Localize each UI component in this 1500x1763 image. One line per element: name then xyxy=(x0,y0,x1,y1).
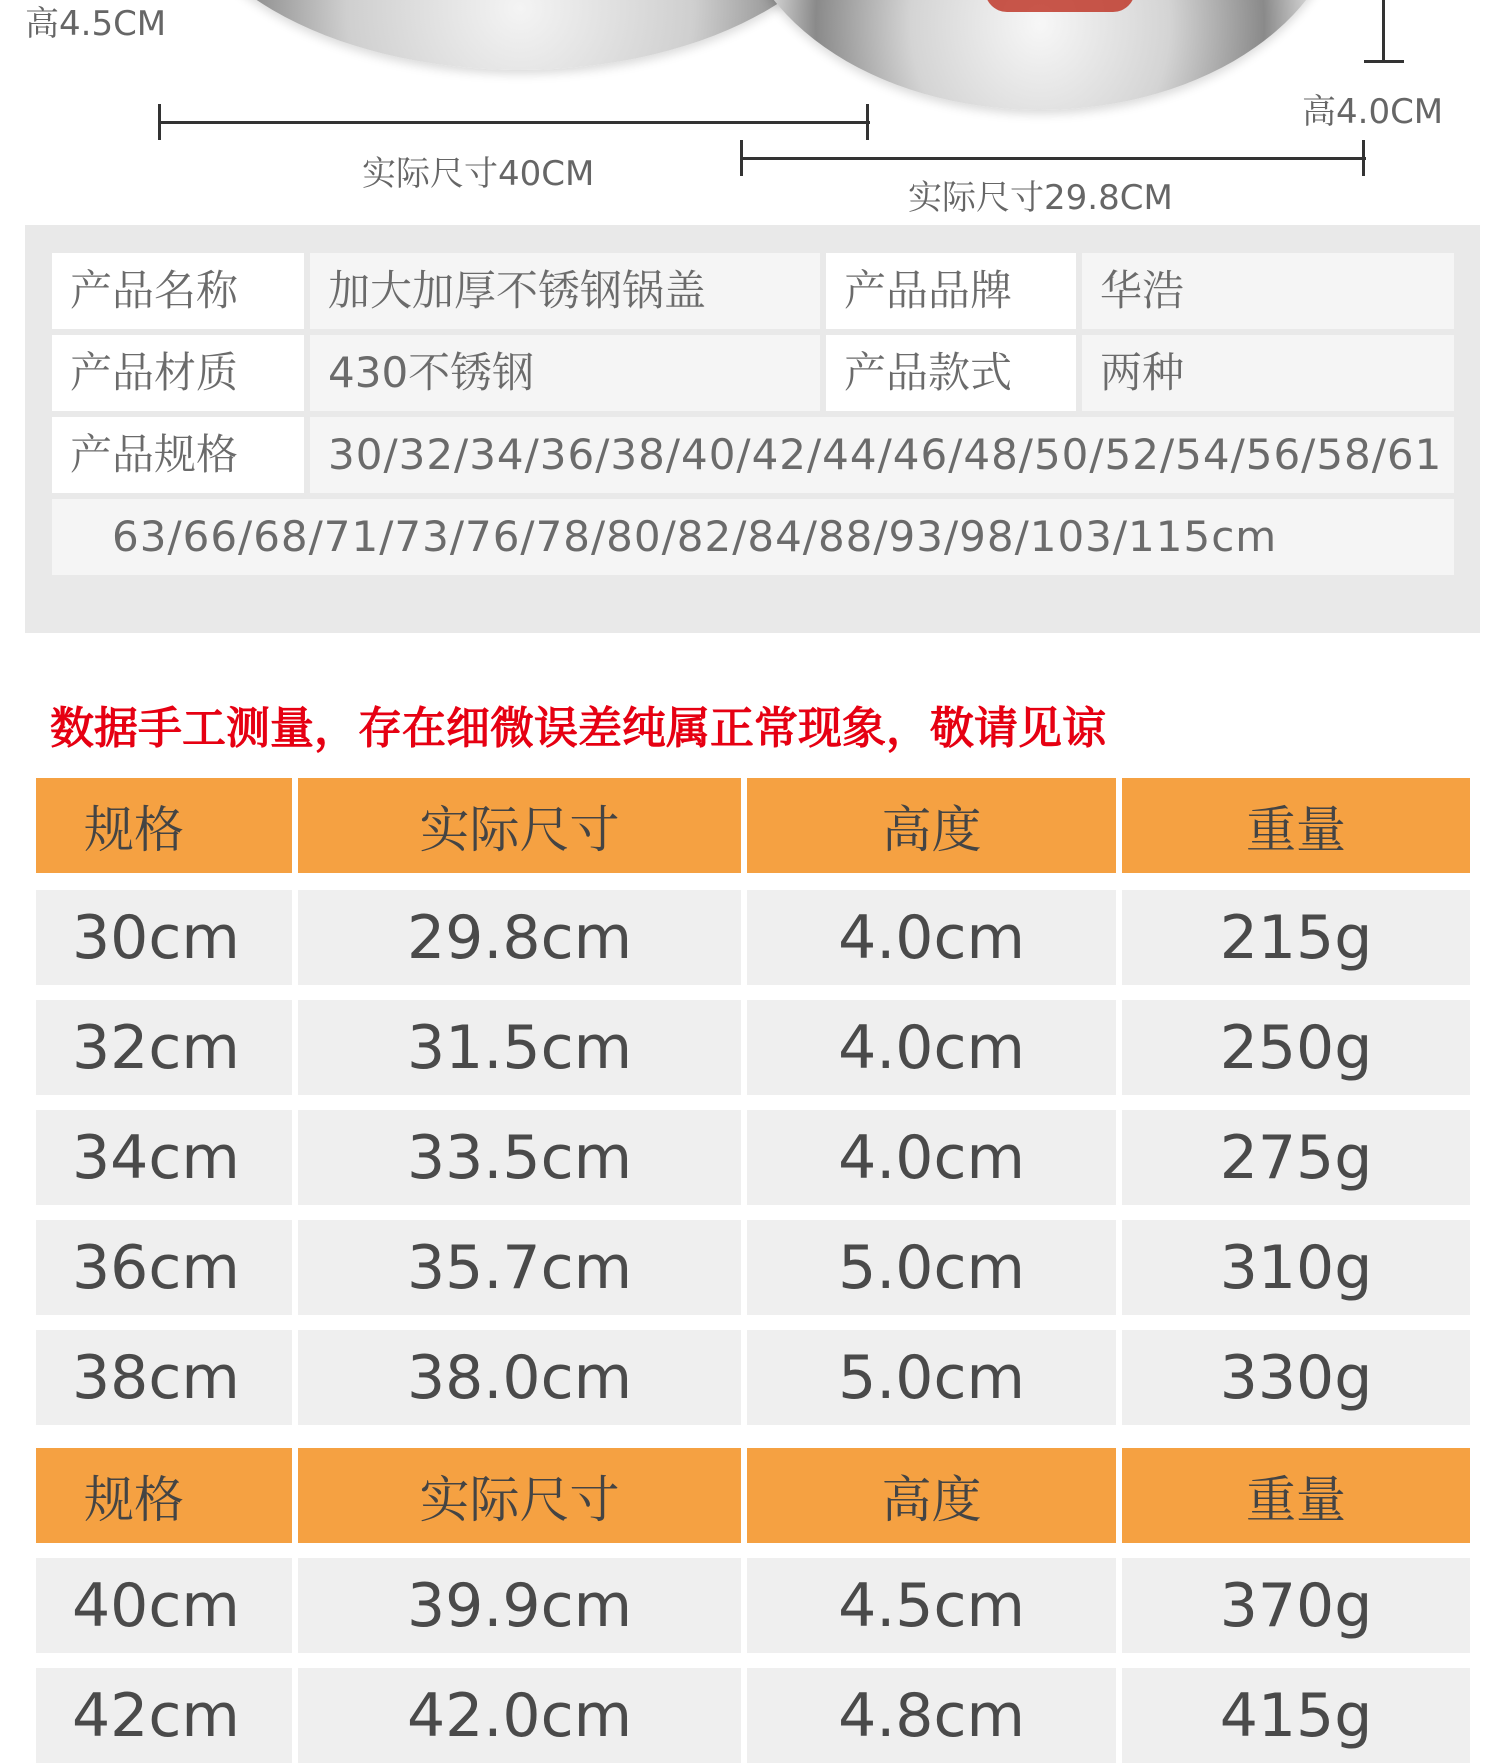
lid-image-small xyxy=(735,0,1345,110)
table-header-actual: 实际尺寸 xyxy=(298,1448,741,1543)
table-cell-actual: 35.7cm xyxy=(298,1220,741,1315)
table-cell-spec: 30cm xyxy=(36,890,292,985)
spec-size-value-line1: 30/32/34/36/38/40/42/44/46/48/50/52/54/56/58/61 xyxy=(310,417,1454,493)
table-header-actual: 实际尺寸 xyxy=(298,778,741,873)
product-photo xyxy=(0,0,1500,225)
table-cell-spec: 34cm xyxy=(36,1110,292,1205)
table-header-height: 高度 xyxy=(747,1448,1116,1543)
spec-name-label: 产品名称 xyxy=(52,253,304,329)
table-cell-height: 5.0cm xyxy=(747,1330,1116,1425)
spec-brand-label: 产品品牌 xyxy=(826,253,1076,329)
left-width-line xyxy=(160,121,870,124)
table-cell-spec: 38cm xyxy=(36,1330,292,1425)
table-cell-actual: 39.9cm xyxy=(298,1558,741,1653)
table-cell-weight: 250g xyxy=(1122,1000,1470,1095)
table-cell-spec: 32cm xyxy=(36,1000,292,1095)
table-cell-spec: 40cm xyxy=(36,1558,292,1653)
table-cell-height: 4.0cm xyxy=(747,1110,1116,1205)
table-cell-spec: 42cm xyxy=(36,1668,292,1763)
right-height-label: 高4.0CM xyxy=(1302,92,1444,132)
table-header-weight: 重量 xyxy=(1122,1448,1470,1543)
measurement-notice: 数据手工测量，存在细微误差纯属正常现象，敬请见谅 xyxy=(50,703,1106,754)
left-width-tick-start xyxy=(158,104,161,140)
right-height-line xyxy=(1382,0,1385,62)
spec-style-label: 产品款式 xyxy=(826,335,1076,411)
table-cell-actual: 42.0cm xyxy=(298,1668,741,1763)
right-width-tick-start xyxy=(740,140,743,176)
table-header-weight: 重量 xyxy=(1122,778,1470,873)
lid-label-sticker xyxy=(985,0,1135,12)
table-cell-weight: 415g xyxy=(1122,1668,1470,1763)
table-cell-height: 4.0cm xyxy=(747,1000,1116,1095)
spec-style-value: 两种 xyxy=(1082,335,1454,411)
table-header-spec: 规格 xyxy=(36,778,292,873)
table-cell-weight: 275g xyxy=(1122,1110,1470,1205)
table-cell-height: 4.8cm xyxy=(747,1668,1116,1763)
table-cell-weight: 370g xyxy=(1122,1558,1470,1653)
spec-size-value-line2: 63/66/68/71/73/76/78/80/82/84/88/93/98/103/115cm xyxy=(52,499,1454,575)
table-cell-actual: 29.8cm xyxy=(298,890,741,985)
left-actual-size-label: 实际尺寸40CM xyxy=(362,154,595,194)
table-cell-weight: 330g xyxy=(1122,1330,1470,1425)
table-cell-actual: 38.0cm xyxy=(298,1330,741,1425)
table-cell-actual: 31.5cm xyxy=(298,1000,741,1095)
spec-material-value: 430不锈钢 xyxy=(310,335,820,411)
table-cell-weight: 215g xyxy=(1122,890,1470,985)
left-height-label: 高4.5CM xyxy=(25,4,167,44)
spec-table xyxy=(25,225,1480,633)
table-header-height: 高度 xyxy=(747,778,1116,873)
table-header-spec: 规格 xyxy=(36,1448,292,1543)
left-width-tick-end xyxy=(866,104,869,140)
table-cell-spec: 36cm xyxy=(36,1220,292,1315)
right-width-line xyxy=(742,157,1366,160)
right-height-tick xyxy=(1364,60,1404,63)
spec-name-value: 加大加厚不锈钢锅盖 xyxy=(310,253,820,329)
table-cell-weight: 310g xyxy=(1122,1220,1470,1315)
lid-image-large xyxy=(170,0,870,70)
spec-size-label: 产品规格 xyxy=(52,417,304,493)
spec-brand-value: 华浩 xyxy=(1082,253,1454,329)
table-cell-height: 5.0cm xyxy=(747,1220,1116,1315)
right-width-tick-end xyxy=(1362,140,1365,176)
right-actual-size-label: 实际尺寸29.8CM xyxy=(908,178,1173,218)
table-cell-height: 4.0cm xyxy=(747,890,1116,985)
table-cell-height: 4.5cm xyxy=(747,1558,1116,1653)
spec-material-label: 产品材质 xyxy=(52,335,304,411)
table-cell-actual: 33.5cm xyxy=(298,1110,741,1205)
